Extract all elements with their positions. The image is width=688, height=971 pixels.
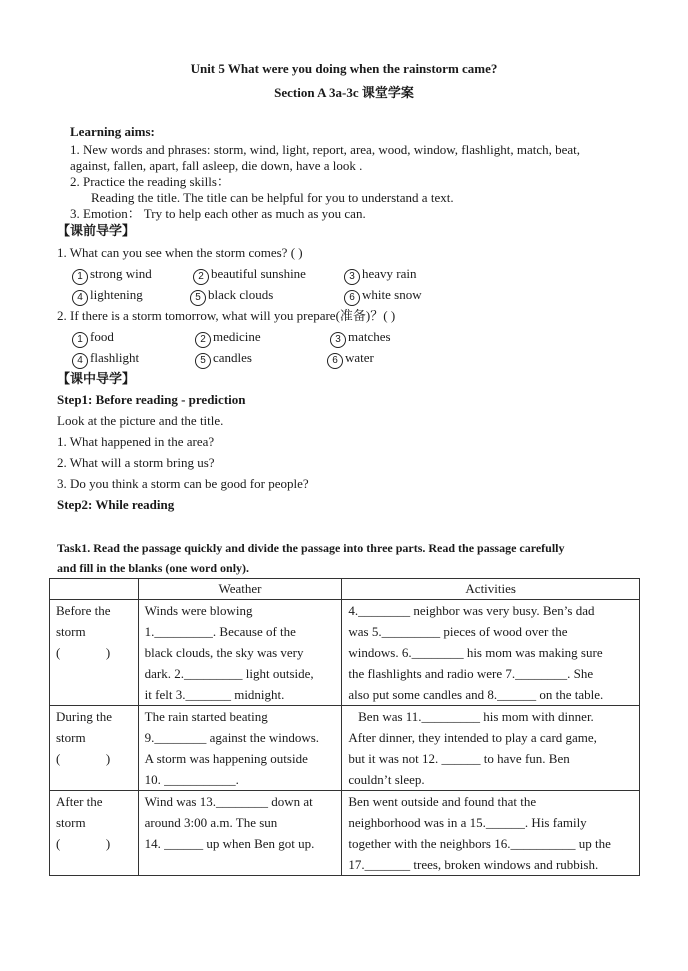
page-title: Unit 5 What were you doing when the rainstorm came? bbox=[190, 61, 498, 76]
stage-cell: After the storm ( ) bbox=[50, 791, 139, 876]
activities-cell: 4.________ neighbor was very busy. Ben’s dad was 5._________ pieces of wood over the windows. 6.________ his mom was making sure the flashlights and radio were 7.________. She also put some candles and 8.______ on the table. bbox=[342, 600, 640, 706]
q1-option-3: 3 heavy rain bbox=[344, 266, 417, 285]
aims-line-2: against, fallen, apart, fall asleep, die down, have a look . bbox=[70, 158, 363, 173]
step1-instruction: Look at the picture and the title. bbox=[57, 413, 224, 428]
stage-cell: During the storm ( ) bbox=[50, 706, 139, 791]
q1-option-6: 6 white snow bbox=[344, 287, 422, 306]
table-header-row bbox=[50, 579, 640, 600]
q1-option-4: 4 lightening bbox=[72, 287, 143, 306]
inclass-heading: 【课中导学】 bbox=[57, 371, 136, 386]
aims-line-5: 3. Emotion： Try to help each other as much as you can. bbox=[70, 206, 366, 221]
q2-option-3: 3 matches bbox=[330, 329, 391, 348]
task1-instruction-line-1: Task1. Read the passage quickly and divide the passage into three parts. Read the passage carefully bbox=[57, 541, 565, 555]
q1-option-5: 5 black clouds bbox=[190, 287, 273, 306]
aims-line-1: 1. New words and phrases: storm, wind, light, report, area, wood, window, flashlight, match, beat, bbox=[70, 142, 581, 157]
preclass-question-2: 2. If there is a storm tomorrow, what will you prepare(准备)？( ) bbox=[57, 308, 396, 323]
header-empty bbox=[50, 579, 139, 600]
stage-cell: Before the storm ( ) bbox=[50, 600, 139, 706]
step1-question-2: 2. What will a storm bring us? bbox=[57, 455, 215, 470]
header-weather: Weather bbox=[138, 579, 342, 600]
weather-cell: Wind was 13.________ down at around 3:00 a.m. The sun 14. ______ up when Ben got up. bbox=[138, 791, 342, 876]
table-row bbox=[50, 600, 640, 706]
step1-question-3: 3. Do you think a storm can be good for people? bbox=[57, 476, 309, 491]
activities-cell: Ben was 11._________ his mom with dinner. After dinner, they intended to play a card game, but it was not 12. ______ to have fun. Ben couldn’t sleep. bbox=[342, 706, 640, 791]
table-row bbox=[50, 706, 640, 791]
weather-cell: Winds were blowing 1._________. Because of the black clouds, the sky was very dark. 2._________ light outside, it felt 3._______ midnight. bbox=[138, 600, 342, 706]
table-row bbox=[50, 791, 640, 876]
q2-option-4: 4 flashlight bbox=[72, 350, 139, 369]
q1-option-1: 1 strong wind bbox=[72, 266, 152, 285]
activities-cell: Ben went outside and found that the neighborhood was in a 15.______. His family together with the neighbors 16.__________ up the 17._______ trees, broken windows and rubbish. bbox=[342, 791, 640, 876]
step1-question-1: 1. What happened in the area? bbox=[57, 434, 215, 449]
header-activities: Activities bbox=[342, 579, 640, 600]
q2-option-6: 6 water bbox=[327, 350, 374, 369]
learning-aims-heading: Learning aims: bbox=[70, 124, 155, 139]
task1-table bbox=[49, 578, 640, 876]
step2-heading: Step2: While reading bbox=[57, 497, 175, 512]
aims-line-3: 2. Practice the reading skills： bbox=[70, 174, 230, 189]
q2-option-1: 1 food bbox=[72, 329, 114, 348]
q2-option-2: 2 medicine bbox=[195, 329, 261, 348]
q2-option-5: 5 candles bbox=[195, 350, 252, 369]
preclass-question-1: 1. What can you see when the storm comes? ( ) bbox=[57, 245, 303, 260]
q1-option-2: 2 beautiful sunshine bbox=[193, 266, 306, 285]
page-subtitle: Section A 3a-3c 课堂学案 bbox=[274, 85, 414, 100]
step1-heading: Step1: Before reading - prediction bbox=[57, 392, 246, 407]
task1-instruction-line-2: and fill in the blanks (one word only). bbox=[57, 561, 250, 575]
preclass-heading: 【课前导学】 bbox=[57, 223, 136, 238]
weather-cell: The rain started beating 9.________ against the windows. A storm was happening outside 10. ___________. bbox=[138, 706, 342, 791]
aims-line-4: Reading the title. The title can be helpful for you to understand a text. bbox=[91, 190, 454, 205]
